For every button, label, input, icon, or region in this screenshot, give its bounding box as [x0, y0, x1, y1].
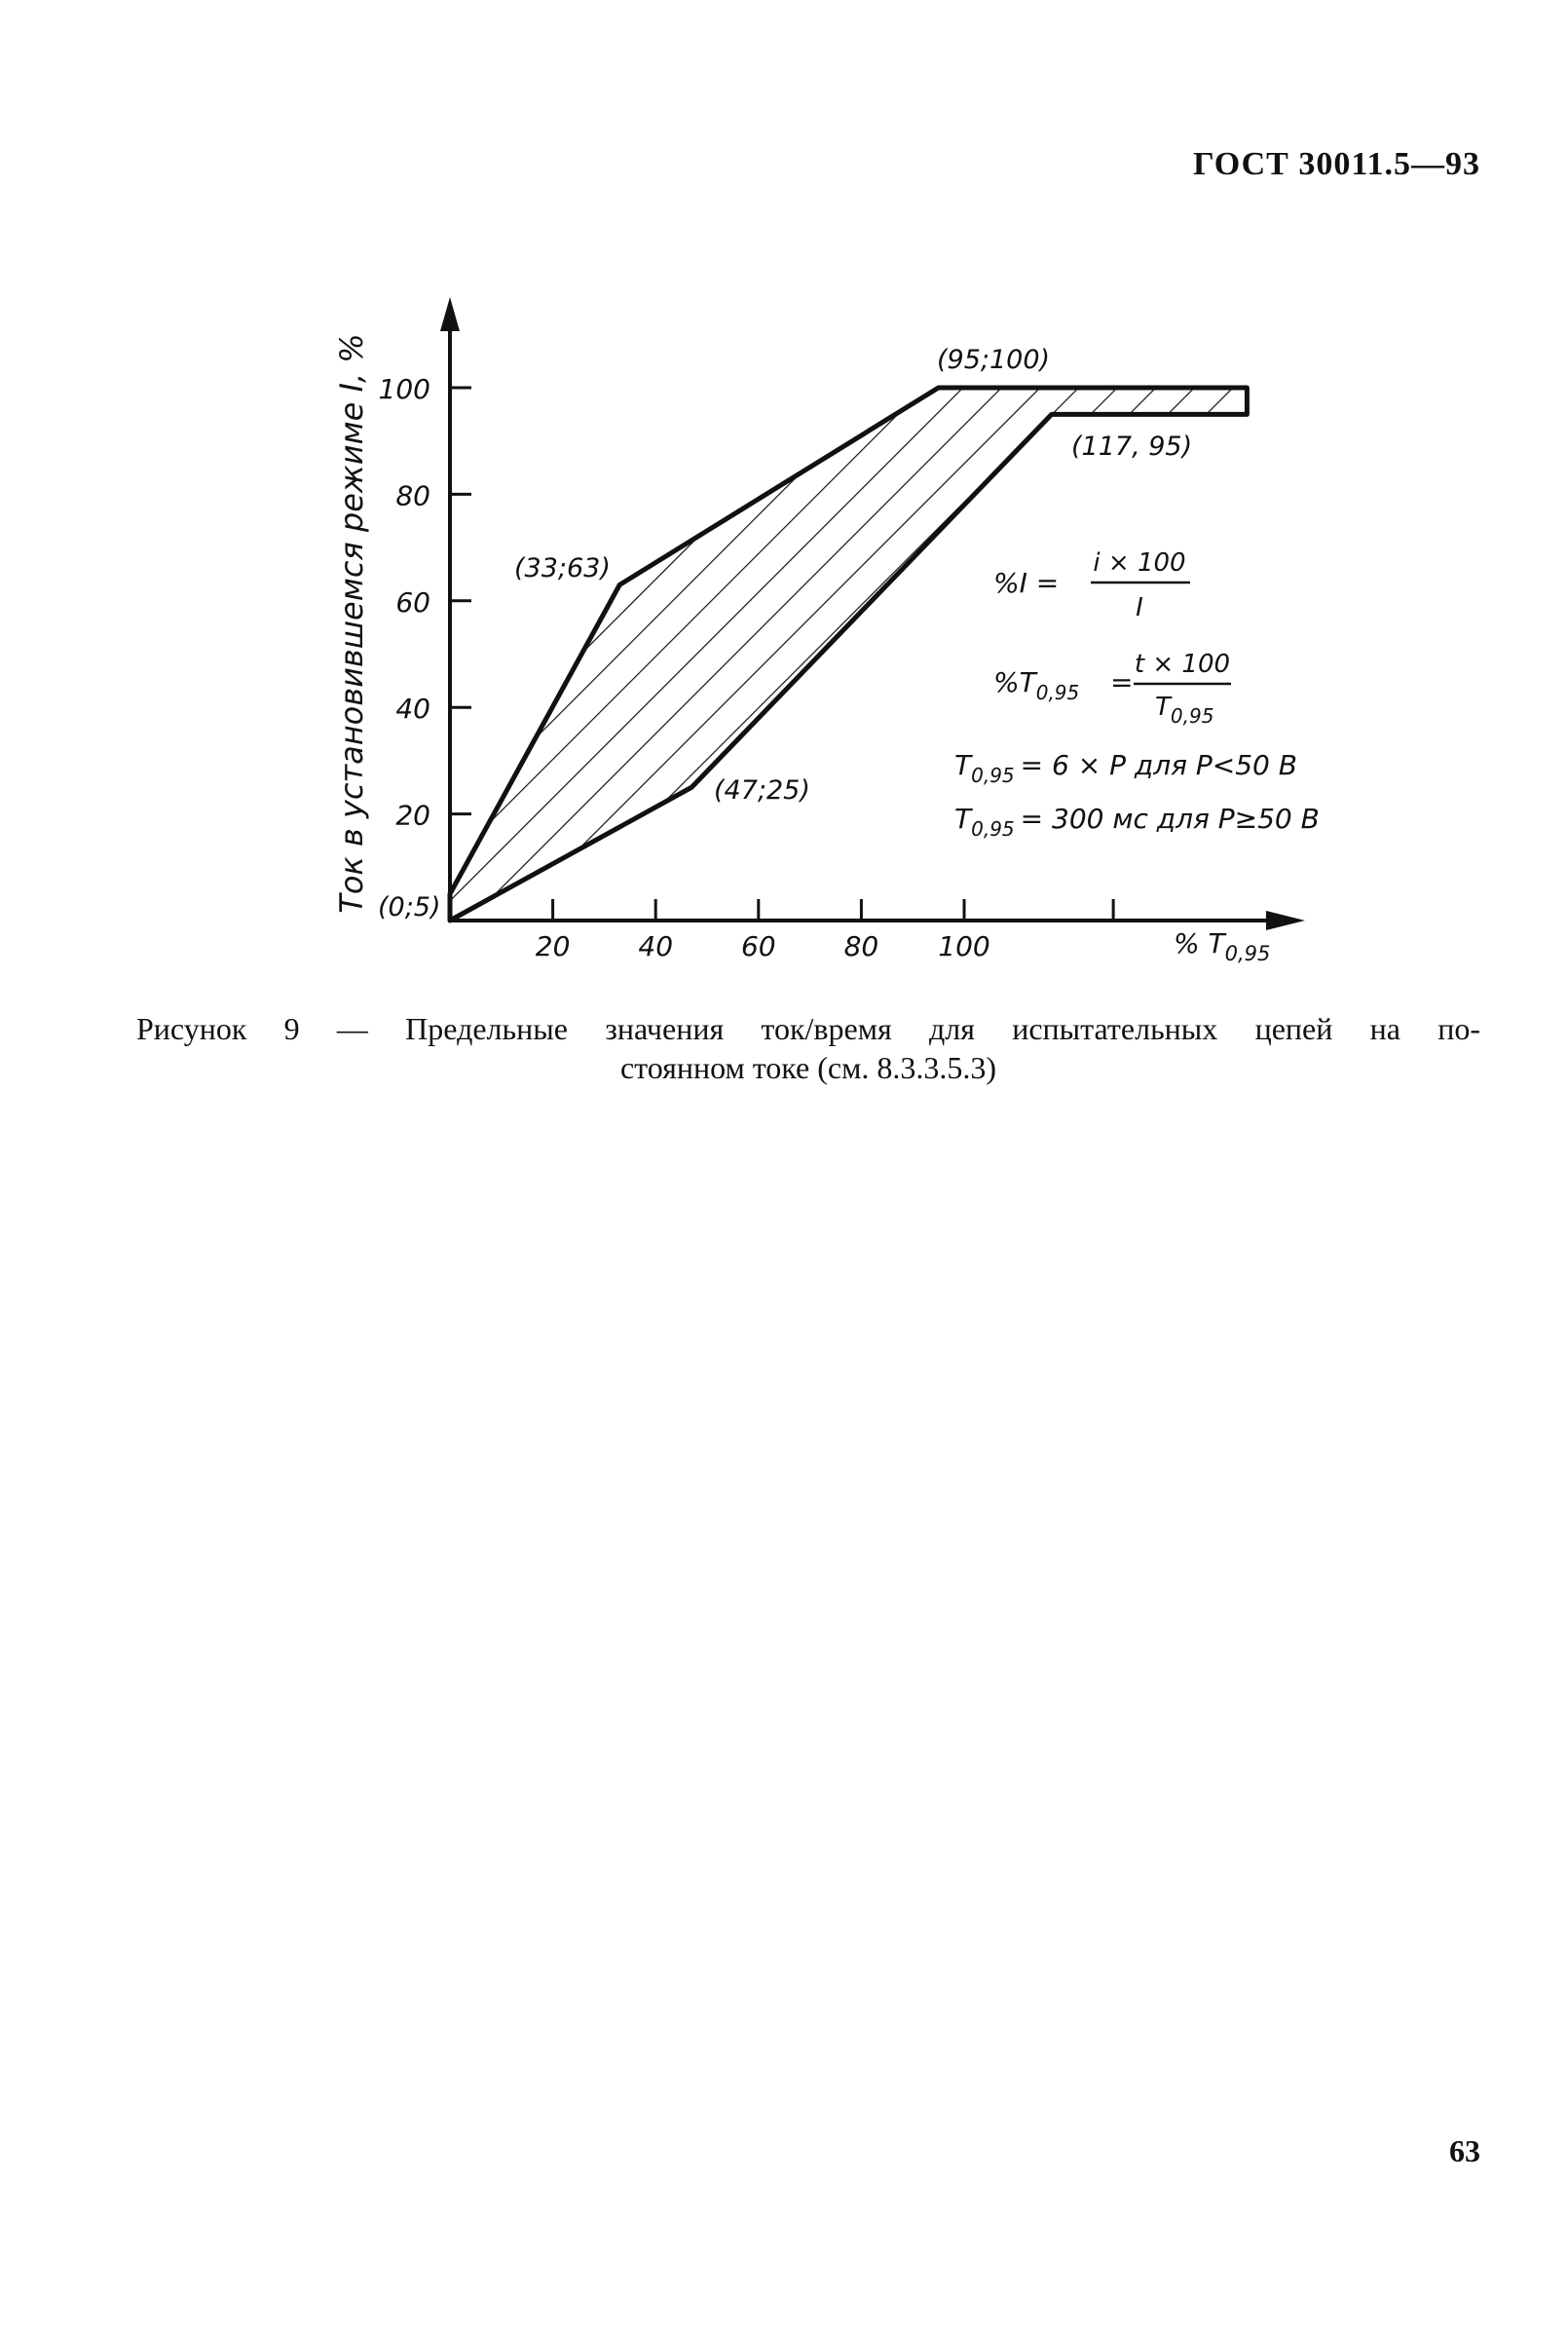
- svg-text:I: I: [1136, 593, 1143, 622]
- standard-number: ГОСТ 30011.5—93: [1192, 146, 1480, 182]
- point-label-95-100: (95;100): [937, 345, 1051, 375]
- formula-time-constant-low-power: [954, 749, 1297, 787]
- x-axis-label: % $T_{0,95}$: [1174, 927, 1271, 965]
- x-tick-label: 40: [638, 930, 674, 962]
- formula-percent-time: [993, 650, 1231, 728]
- svg-text:T0,95= 300 мс для P≥50 В: $T_{0,95} = 300$ мс для P≥50 В: [954, 803, 1320, 841]
- svg-text:%I =: %I =: [993, 567, 1060, 599]
- caption-line-1: Рисунок 9 — Предельные значения ток/время для испытательных цепей на по-: [136, 1011, 1480, 1046]
- y-tick-label: 80: [395, 479, 430, 512]
- x-tick-label: 80: [843, 930, 879, 962]
- point-label-0-5: (0;5): [378, 892, 441, 922]
- svg-text:T0,95: $T_{0,95}$: [1155, 693, 1214, 728]
- x-tick-label: 60: [740, 930, 776, 962]
- svg-text:T0,95= 6 × P для P<50 В: $T_{0,95} = 6 \times P$ для P<50 В: [954, 749, 1297, 787]
- point-label-47-25: (47;25): [714, 775, 810, 806]
- hatched-tolerance-region: [450, 388, 1247, 921]
- figure-caption: [136, 1009, 1480, 1087]
- svg-text:=: =: [1110, 666, 1134, 698]
- svg-text:%T0,95: $\%T_{0,95}$: [993, 666, 1080, 704]
- caption-line-2: стоянном токе (см. 8.3.3.5.3): [619, 1050, 997, 1085]
- y-axis-label: Ток в установившемся режиме I, %: [333, 333, 370, 914]
- formula-percent-current: [993, 548, 1190, 622]
- y-tick-label: 40: [395, 693, 430, 726]
- svg-text:t × 100: t × 100: [1134, 650, 1231, 679]
- x-tick-label: 20: [535, 930, 571, 962]
- x-tick-label: 100: [938, 930, 990, 962]
- point-label-117-95: (117, 95): [1071, 432, 1193, 462]
- svg-text:i × 100: i × 100: [1093, 548, 1186, 578]
- x-axis-ticks: [536, 899, 1113, 962]
- page-number: 63: [1449, 2133, 1480, 2168]
- formula-time-constant-high-power: [954, 803, 1320, 841]
- y-tick-label: 100: [378, 373, 430, 405]
- y-tick-label: 20: [395, 799, 430, 832]
- current-time-limits-chart: [0, 0, 1568, 1003]
- y-axis: [440, 297, 460, 921]
- point-label-33-63: (33;63): [514, 553, 611, 583]
- y-tick-label: 60: [395, 585, 430, 619]
- y-axis-ticks: [379, 373, 471, 832]
